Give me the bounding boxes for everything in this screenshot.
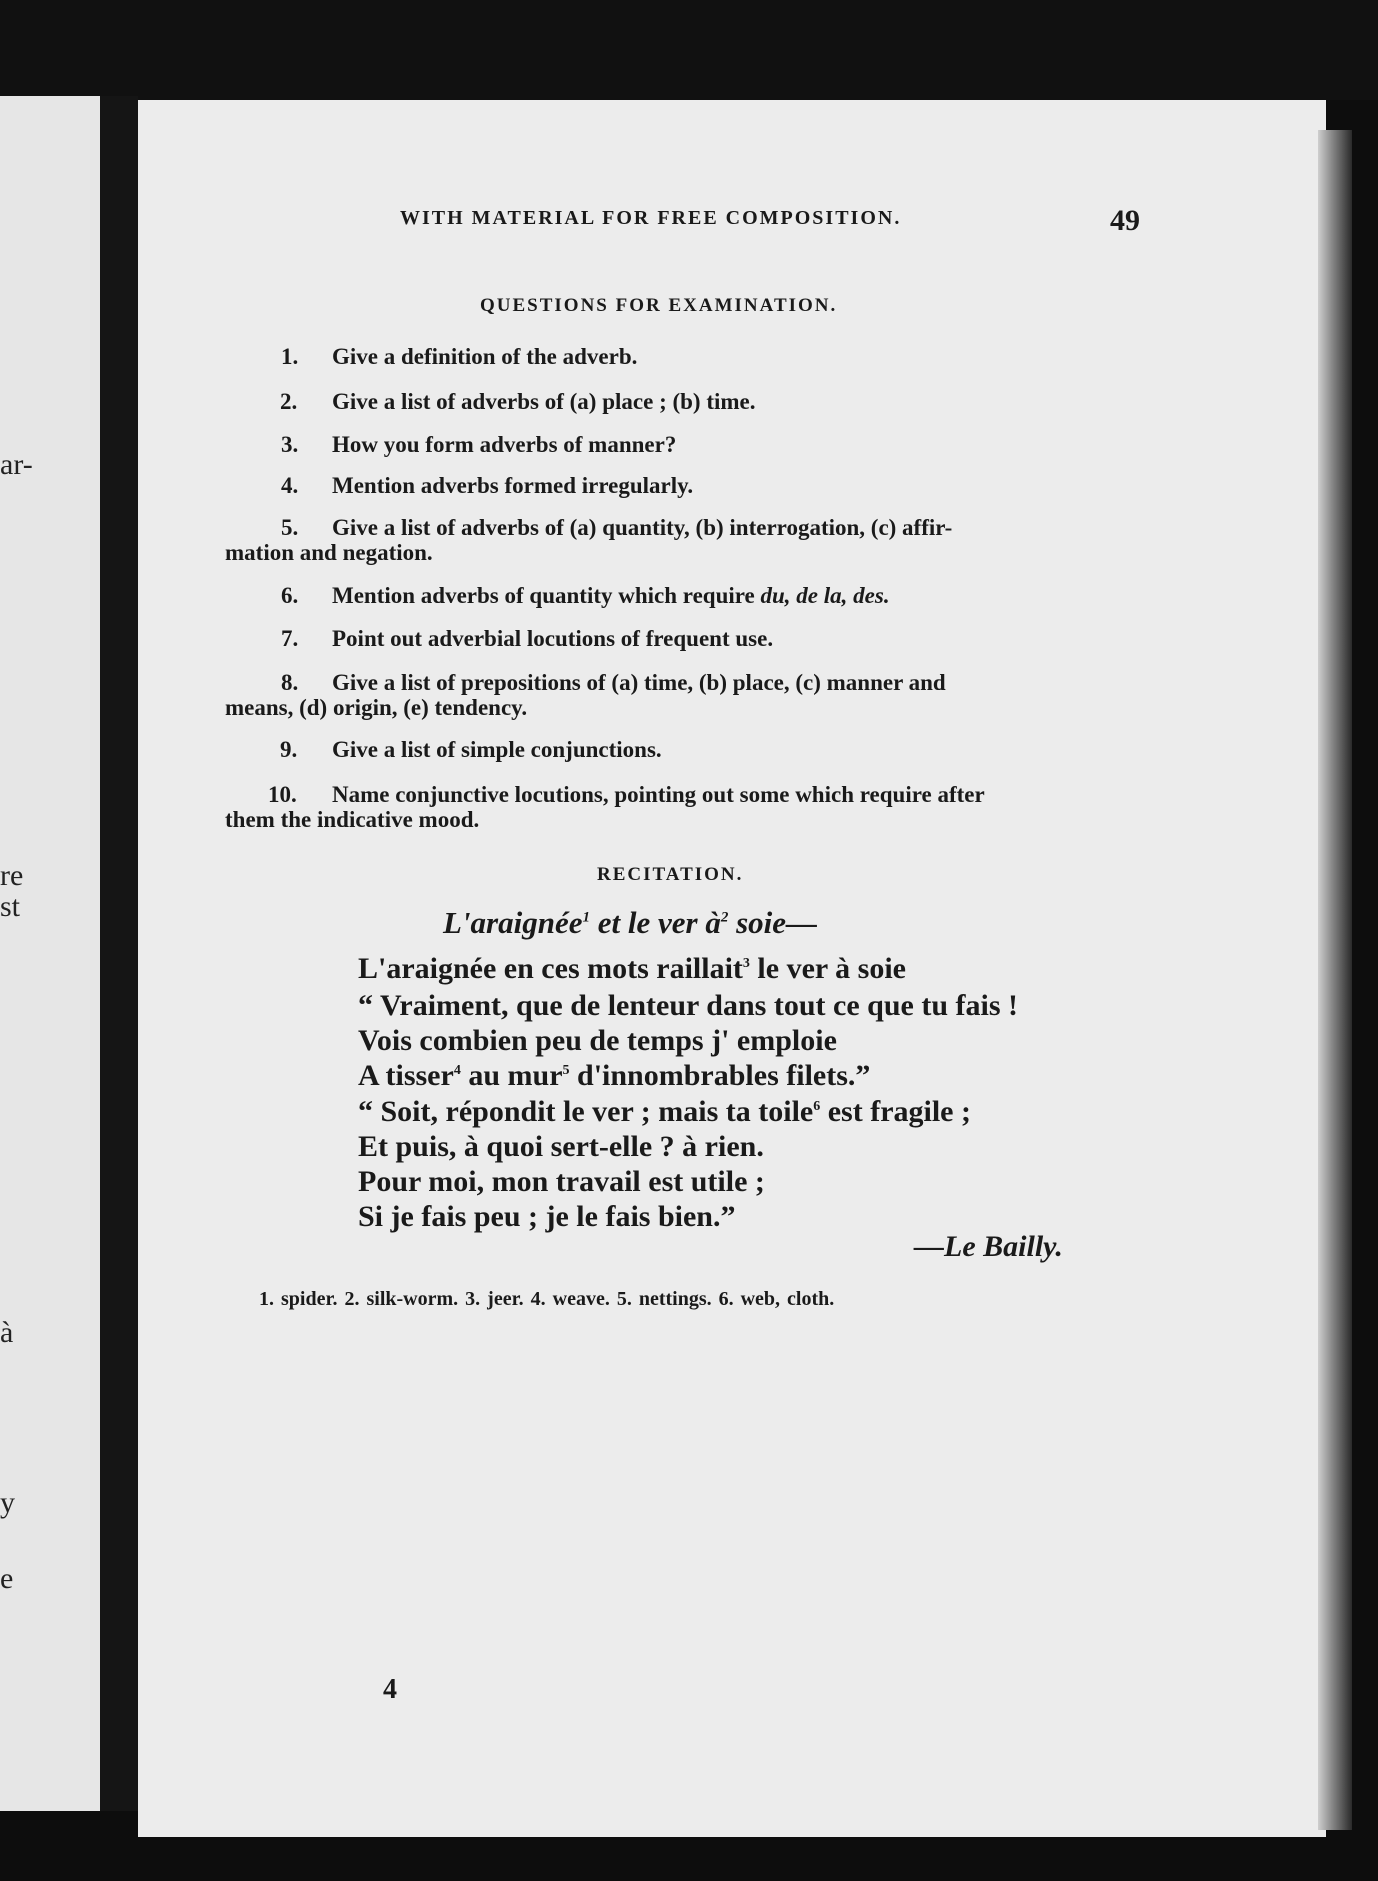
question-text-main: Give a definition of the adverb. (332, 344, 638, 369)
footnote-ref: 4 (453, 1063, 461, 1078)
poem-title (443, 905, 817, 941)
poem-line-text: Pour moi, mon travail est utile ; (358, 1165, 765, 1198)
facing-page-fragment: y (0, 1486, 15, 1519)
question-number: 7. (281, 626, 299, 651)
question-text-main: Give a list of prepositions of (a) time, (b) place, (c) manner and (332, 670, 946, 695)
poem-line (358, 1095, 971, 1129)
poem-line-text: Si je fais peu ; je le fais bien.” (358, 1200, 736, 1233)
facing-page-fragment: à (0, 1316, 14, 1349)
question-text (332, 627, 773, 651)
poem-title-text: soie— (728, 905, 818, 940)
footnote-ref: 5 (562, 1063, 570, 1078)
scan-background (0, 0, 1378, 100)
question-text (332, 783, 985, 807)
recitation-heading: RECITATION. (597, 864, 744, 885)
facing-page-fragment: re (0, 859, 24, 892)
poem-line-text: Vois combien peu de temps j' emploie (358, 1024, 837, 1057)
question-text-main: Give a list of adverbs of (a) place ; (b) time. (332, 389, 756, 414)
signature-mark: 4 (383, 1674, 397, 1705)
poem-line (358, 1024, 837, 1058)
question-number: 1. (281, 344, 299, 369)
running-head: WITH MATERIAL FOR FREE COMPOSITION. (400, 207, 902, 229)
poem-title-text: L'araignée (443, 905, 583, 940)
facing-page-fragment: ar- (0, 448, 33, 481)
poem-line (358, 1130, 764, 1164)
poem-line-text: au mur (460, 1059, 563, 1092)
question-continuation: means, (d) origin, (e) tendency. (225, 695, 528, 720)
questions-heading: QUESTIONS FOR EXAMINATION. (480, 295, 838, 316)
poem-line-text: A tisser (358, 1059, 454, 1092)
poem-line-text: “ Soit, répondit le ver ; mais ta toile (358, 1095, 814, 1128)
page-edge-shadow (1318, 130, 1352, 1830)
question-number: 9. (280, 737, 298, 762)
footnote-ref: 1 (582, 909, 590, 926)
question-italic-text: du, de la, des. (760, 583, 890, 608)
poem-line (358, 952, 906, 986)
question-text-main: Point out adverbial locutions of frequent use. (332, 626, 774, 651)
poem-line-text: le ver à soie (749, 952, 906, 985)
poem-line (358, 1059, 870, 1093)
page-number: 49 (1110, 204, 1140, 237)
question-text (332, 584, 890, 608)
question-text-main: How you form adverbs of manner? (332, 432, 677, 457)
poem-author: —Le Bailly. (914, 1230, 1063, 1263)
question-number: 10. (268, 782, 297, 807)
question-text-main: Give a list of simple conjunctions. (332, 737, 662, 762)
poem-line (358, 1200, 735, 1234)
question-text (332, 345, 637, 369)
poem-line (358, 989, 1018, 1023)
question-number: 5. (281, 515, 299, 540)
footnotes: 1. spider. 2. silk-worm. 3. jeer. 4. weave. 5. nettings. 6. web, cloth. (259, 1288, 835, 1310)
question-continuation: mation and negation. (225, 540, 433, 565)
question-number: 8. (281, 670, 299, 695)
footnote-ref: 6 (813, 1099, 821, 1114)
poem-line (358, 1165, 765, 1199)
question-number: 3. (281, 432, 299, 457)
poem-title-text: et le ver à (590, 905, 721, 940)
question-text-main: Mention adverbs of quantity which require (332, 583, 755, 608)
facing-page-fragment: e (0, 1562, 14, 1595)
question-text (332, 390, 756, 414)
poem-line-text: d'innombrables filets.” (569, 1059, 871, 1092)
question-text (332, 671, 946, 695)
footnote-ref: 2 (720, 909, 729, 926)
facing-page-fragment: st (0, 890, 21, 923)
question-number: 4. (281, 473, 299, 498)
question-text (332, 433, 676, 457)
question-number: 6. (281, 583, 299, 608)
question-text-main: Mention adverbs formed irregularly. (332, 473, 694, 498)
footnote-ref: 3 (742, 956, 750, 971)
question-number: 2. (280, 389, 298, 414)
poem-line-text: est fragile ; (820, 1095, 971, 1128)
question-continuation: them the indicative mood. (225, 807, 480, 832)
question-text (332, 738, 662, 762)
question-text-main: Name conjunctive locutions, pointing out some which require after (332, 782, 985, 807)
facing-page-edge (0, 96, 100, 1811)
question-text-main: Give a list of adverbs of (a) quantity, (b) interrogation, (c) affir- (332, 515, 953, 540)
poem-line-text: L'araignée en ces mots raillait (358, 952, 743, 985)
poem-line-text: “ Vraiment, que de lenteur dans tout ce que tu fais ! (358, 989, 1018, 1022)
question-text (332, 474, 693, 498)
question-text (332, 516, 952, 540)
poem-line-text: Et puis, à quoi sert-elle ? à rien. (358, 1130, 764, 1163)
book-gutter (100, 96, 138, 1811)
